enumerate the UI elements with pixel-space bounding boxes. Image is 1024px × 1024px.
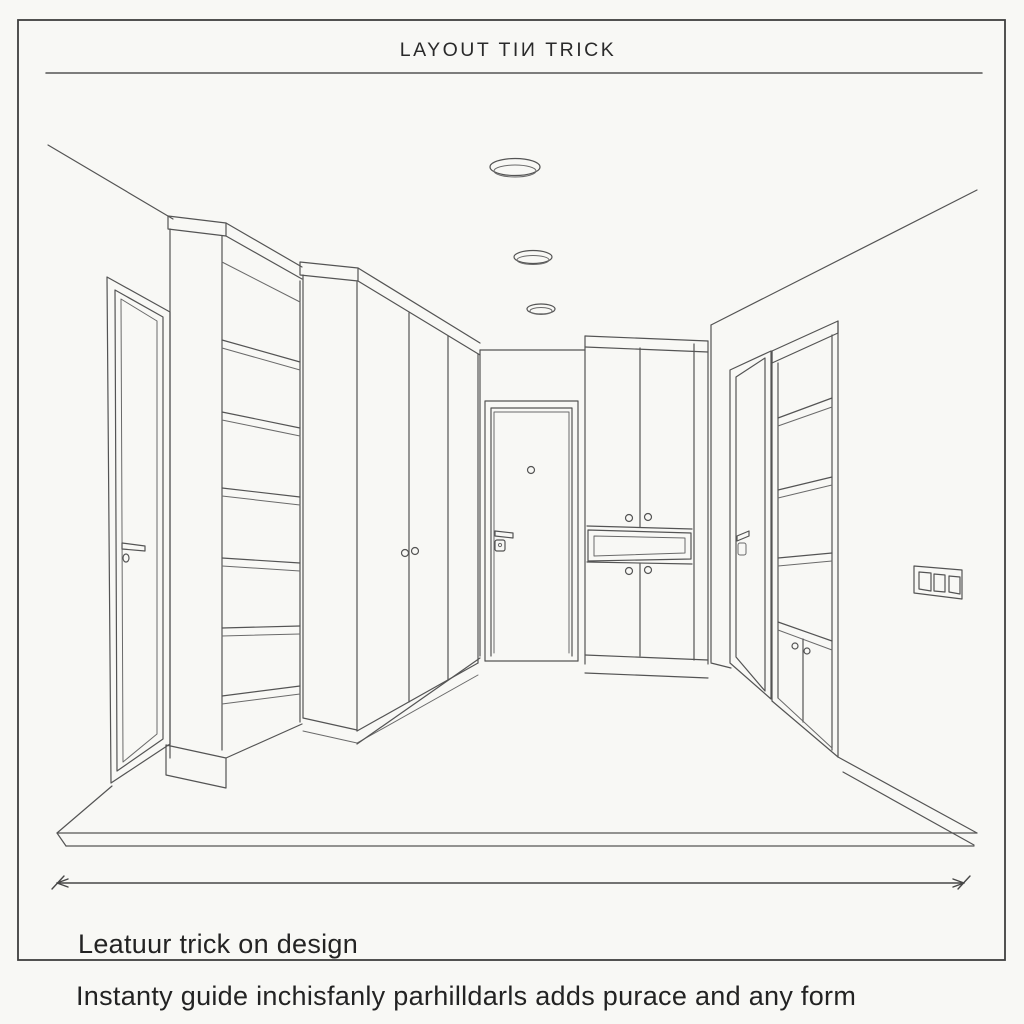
cabinet-upper-knob-left: [626, 515, 633, 522]
light-switch: [914, 566, 962, 599]
right-bookshelf-shelves: [778, 398, 832, 650]
floor-lines: [57, 658, 977, 846]
wardrobe-knob-right: [412, 548, 419, 555]
page-title: LAYOUT TIИ TRICK: [399, 39, 617, 61]
left-door-rosette: [123, 554, 129, 562]
peephole: [528, 467, 535, 474]
center-door-handle: [495, 531, 513, 551]
ceiling-light-small: [527, 304, 555, 315]
right-door-handle: [737, 531, 749, 555]
left-door: [107, 277, 170, 783]
ceiling-light-large: [490, 159, 540, 178]
right-door: [730, 351, 771, 699]
right-bookshelf-base-cabinet: [772, 639, 838, 757]
caption-secondary: Instanty guide inchisfanly parhilldarls adds purace and any form: [76, 981, 857, 1011]
center-cabinet: [585, 336, 708, 678]
cabinet-niche: [588, 530, 691, 561]
left-bookshelf: [166, 216, 302, 788]
center-door: [485, 401, 578, 661]
cabinet-lower-knob-left: [626, 568, 633, 575]
wardrobe-knob-left: [402, 550, 409, 557]
cabinet-upper-knob-right: [645, 514, 652, 521]
sheet-border: [18, 20, 1005, 960]
base-cabinet-knob-left: [792, 643, 798, 649]
cabinet-lower-knob-right: [645, 567, 652, 574]
left-wardrobe: [300, 262, 480, 743]
right-bookshelf: [772, 321, 838, 757]
left-bookshelf-shelves: [222, 340, 300, 704]
caption-primary: Leatuur trick on design: [78, 929, 359, 959]
ceiling-light-medium: [514, 251, 552, 265]
left-door-handle: [122, 543, 145, 551]
base-cabinet-knob-right: [804, 648, 810, 654]
dimension-line: [52, 876, 970, 889]
